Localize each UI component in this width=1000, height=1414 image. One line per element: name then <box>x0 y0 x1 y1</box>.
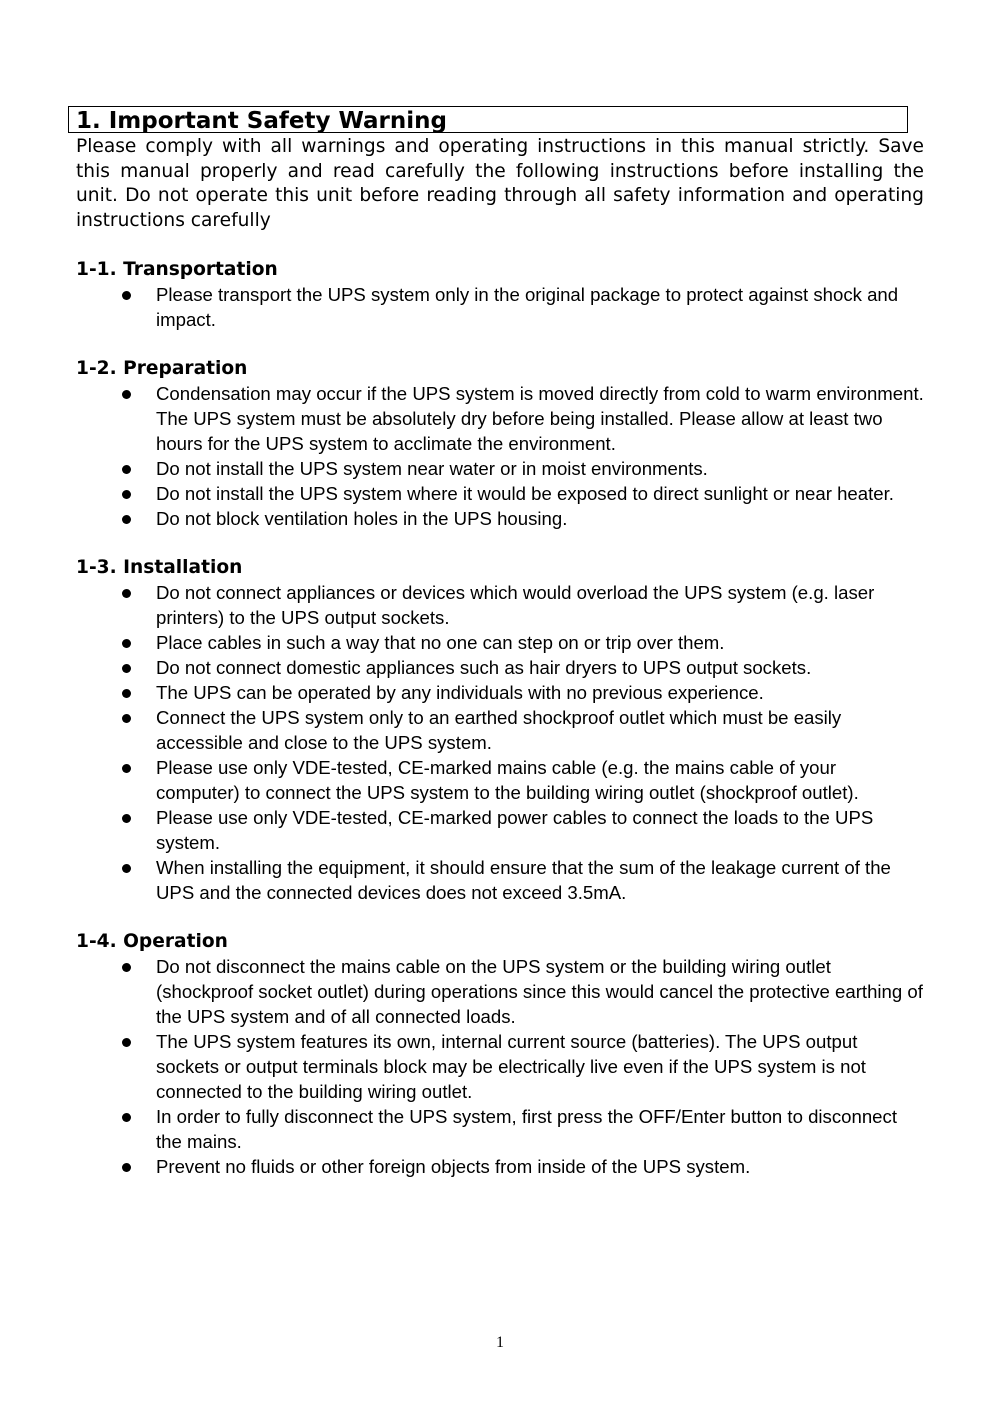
section-operation <box>76 930 924 1180</box>
bullet-list <box>76 282 924 332</box>
bullet-icon <box>122 291 131 300</box>
bullet-icon <box>122 689 131 698</box>
section-heading: 1-1. Transportation <box>76 258 278 280</box>
bullet-icon <box>122 589 131 598</box>
list-item <box>76 381 924 456</box>
section-heading: 1-2. Preparation <box>76 357 248 379</box>
list-item <box>76 481 924 506</box>
bullet-icon <box>122 814 131 823</box>
list-item <box>76 680 924 705</box>
list-item <box>76 1029 924 1104</box>
section-installation <box>76 556 924 906</box>
list-item-text: Condensation may occur if the UPS system is moved directly from cold to warm environment. The UPS system must be absolutely dry before being installed. Please allow at least two hours for the UPS system to acclimate the environment. <box>156 383 924 454</box>
bullet-icon <box>122 465 131 474</box>
list-item <box>76 456 924 481</box>
bullet-icon <box>122 1163 131 1172</box>
section-heading: 1-3. Installation <box>76 556 243 578</box>
section-heading: 1-4. Operation <box>76 930 228 952</box>
list-item <box>76 805 924 855</box>
list-item-text: Do not block ventilation holes in the UPS housing. <box>156 508 568 529</box>
bullet-icon <box>122 490 131 499</box>
list-item <box>76 630 924 655</box>
list-item-text: Please transport the UPS system only in the original package to protect against shock and impact. <box>156 284 899 330</box>
title-box <box>68 106 908 133</box>
list-item <box>76 1154 924 1179</box>
list-item-text: Do not install the UPS system where it would be exposed to direct sunlight or near heater. <box>156 483 894 504</box>
list-item-text: Do not disconnect the mains cable on the UPS system or the building wiring outlet (shockproof socket outlet) during operations since this would cancel the protective earthing of the UPS system and of all connected loads. <box>156 956 923 1027</box>
page-number: 1 <box>496 1334 504 1351</box>
list-item <box>76 755 924 805</box>
section-transportation <box>76 258 924 333</box>
intro-paragraph: Please comply with all warnings and operating instructions in this manual strictly. Save this manual properly and read carefully the following instructions before installing the unit. Do not operate this unit before reading through all safety information and operating instructions carefully <box>76 136 924 231</box>
list-item-text: Please use only VDE-tested, CE-marked mains cable (e.g. the mains cable of your computer) to connect the UPS system to the building wiring outlet (shockproof outlet). <box>156 757 859 803</box>
list-item-text: When installing the equipment, it should ensure that the sum of the leakage current of the UPS and the connected devices does not exceed 3.5mA. <box>156 857 891 903</box>
bullet-icon <box>122 864 131 873</box>
list-item <box>76 655 924 680</box>
list-item <box>76 506 924 531</box>
bullet-icon <box>122 714 131 723</box>
list-item <box>76 705 924 755</box>
section-preparation <box>76 357 924 532</box>
bullet-icon <box>122 963 131 972</box>
list-item <box>76 954 924 1029</box>
bullet-icon <box>122 764 131 773</box>
bullet-list <box>76 954 924 1179</box>
bullet-icon <box>122 1113 131 1122</box>
bullet-icon <box>122 1038 131 1047</box>
bullet-list <box>76 381 924 531</box>
list-item-text: Place cables in such a way that no one can step on or trip over them. <box>156 632 725 653</box>
list-item-text: Do not install the UPS system near water or in moist environments. <box>156 458 708 479</box>
list-item <box>76 1104 924 1154</box>
bullet-icon <box>122 515 131 524</box>
page-title: 1. Important Safety Warning <box>76 108 447 134</box>
list-item-text: Please use only VDE-tested, CE-marked power cables to connect the loads to the UPS system. <box>156 807 874 853</box>
list-item-text: Do not connect appliances or devices which would overload the UPS system (e.g. laser printers) to the UPS output sockets. <box>156 582 875 628</box>
list-item-text: Prevent no fluids or other foreign objects from inside of the UPS system. <box>156 1156 751 1177</box>
bullet-list <box>76 580 924 905</box>
list-item-text: Do not connect domestic appliances such as hair dryers to UPS output sockets. <box>156 657 812 678</box>
list-item-text: The UPS can be operated by any individuals with no previous experience. <box>156 682 764 703</box>
list-item <box>76 580 924 630</box>
document-page <box>76 106 924 1179</box>
bullet-icon <box>122 390 131 399</box>
list-item <box>76 282 924 332</box>
list-item-text: In order to fully disconnect the UPS system, first press the OFF/Enter button to disconnect the mains. <box>156 1106 897 1152</box>
bullet-icon <box>122 664 131 673</box>
list-item <box>76 855 924 905</box>
list-item-text: The UPS system features its own, internal current source (batteries). The UPS output sockets or output terminals block may be electrically live even if the UPS system is not connected to the building wiring outlet. <box>156 1031 866 1102</box>
list-item-text: Connect the UPS system only to an earthed shockproof outlet which must be easily accessible and close to the UPS system. <box>156 707 842 753</box>
bullet-icon <box>122 639 131 648</box>
